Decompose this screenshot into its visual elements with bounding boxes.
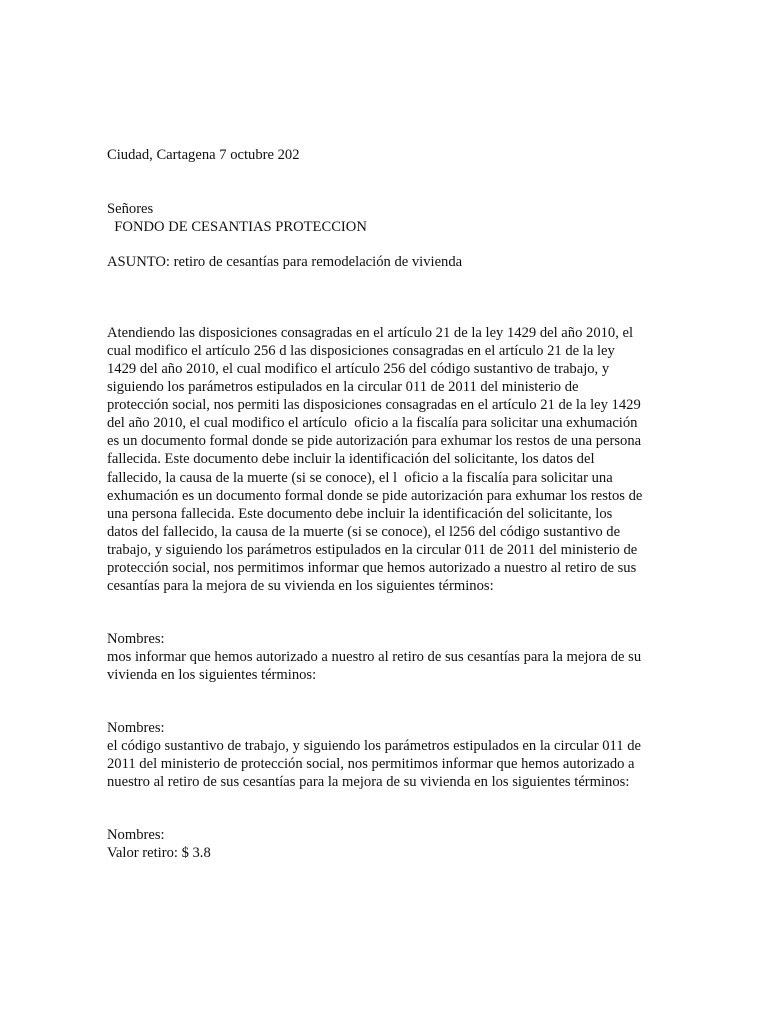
- body-line: cual modifico el artículo 256 d las disposiciones consagradas en el artículo 21 de la ley: [107, 343, 615, 359]
- subject-line: ASUNTO: retiro de cesantías para remodelación de vivienda: [107, 254, 463, 270]
- body-line: siguiendo los parámetros estipulados en la circular 011 de 2011 del ministerio de: [107, 379, 579, 395]
- block-line: 2011 del ministerio de protección social, nos permitimos informar que hemos autorizado a: [107, 756, 635, 772]
- body-line: una persona fallecida. Este documento debe incluir la identificación del solicitante, los: [107, 506, 613, 522]
- block-line: mos informar que hemos autorizado a nuestro al retiro de sus cesantías para la mejora de su: [107, 649, 642, 665]
- names-label: Nombres:: [107, 720, 165, 736]
- names-label: Nombres:: [107, 827, 165, 843]
- body-line: 1429 del año 2010, el cual modifico el artículo 256 del código sustantivo de trabajo, y: [107, 361, 610, 377]
- block-line: nuestro al retiro de sus cesantías para la mejora de su vivienda en los siguientes términos:: [107, 774, 630, 790]
- block-line: vivienda en los siguientes términos:: [107, 667, 317, 683]
- body-line: es un documento formal donde se pide autorización para exhumar los restos de una persona: [107, 433, 642, 449]
- withdrawal-value: Valor retiro: $ 3.8: [107, 845, 211, 861]
- body-line: trabajo, y siguiendo los parámetros estipulados en la circular 011 de 2011 del ministerio de: [107, 542, 638, 558]
- body-line: protección social, nos permiti las disposiciones consagradas en el artículo 21 de la ley 1429: [107, 397, 641, 413]
- body-line: fallecido, la causa de la muerte (si se conoce), el l oficio a la fiscalía para solicitar una: [107, 470, 613, 486]
- body-line: protección social, nos permitimos informar que hemos autorizado a nuestro al retiro de sus: [107, 560, 637, 576]
- names-label: Nombres:: [107, 631, 165, 647]
- body-line: datos del fallecido, la causa de la muerte (si se conoce), el l256 del código sustantivo de: [107, 524, 621, 540]
- recipient: FONDO DE CESANTIAS PROTECCION: [107, 219, 367, 235]
- body-line: exhumación es un documento formal donde se pide autorización para exhumar los restos de: [107, 488, 643, 504]
- body-line: del año 2010, el cual modifico el artículo oficio a la fiscalía para solicitar una exhumación: [107, 415, 638, 431]
- body-line: cesantías para la mejora de su vivienda en los siguientes términos:: [107, 578, 494, 594]
- body-line: fallecida. Este documento debe incluir la identificación del solicitante, los datos del: [107, 451, 595, 467]
- body-line: Atendiendo las disposiciones consagradas en el artículo 21 de la ley 1429 del año 2010, el: [107, 325, 634, 341]
- place-date: Ciudad, Cartagena 7 octubre 202: [107, 147, 300, 163]
- salutation: Señores: [107, 201, 154, 217]
- block-line: el código sustantivo de trabajo, y siguiendo los parámetros estipulados en la circular 011 de: [107, 738, 642, 754]
